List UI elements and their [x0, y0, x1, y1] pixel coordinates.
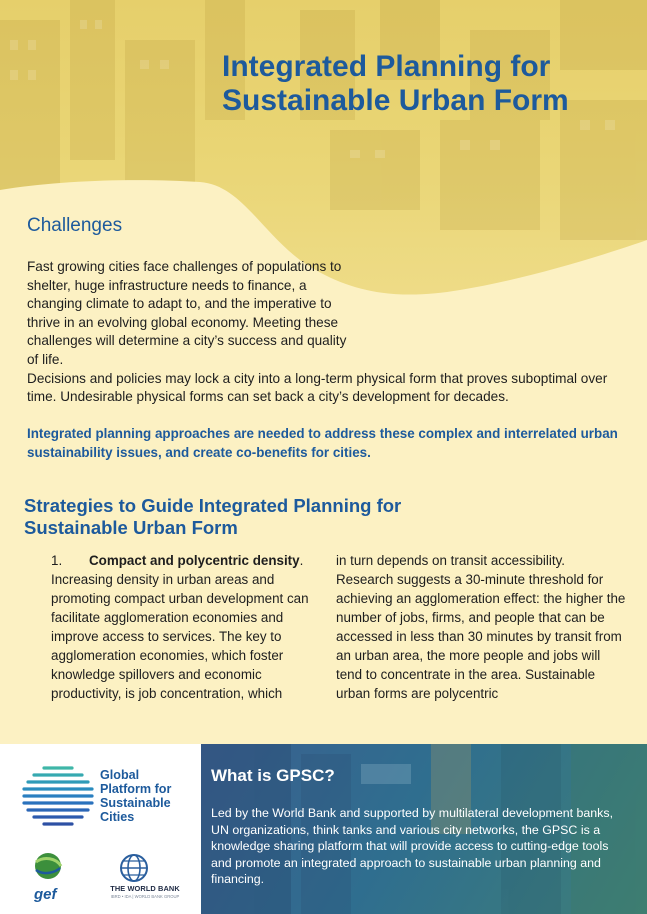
world-bank-globe-icon [118, 853, 150, 883]
strategies-column-left [51, 551, 316, 703]
strategy-item-text-right: in turn depends on transit accessibility. Research suggests a 30-minute threshold for achieving an agglomeration effect: the higher the number of jobs, firms, and people that can be accessed in less than 30 minutes by transit from an urban area, the more people and jobs will tend to concentrate in the area. Sustainable urban forms are polycentric [336, 553, 626, 701]
global-platform-name [100, 768, 196, 824]
global-platform-stripes-icon [22, 764, 94, 826]
world-bank-sublabel: IBRD • IDA | WORLD BANK GROUP [110, 894, 180, 899]
strategy-item-number: 1. [51, 553, 63, 568]
gp-name-line2: Platform for [100, 782, 172, 796]
footer-logos [0, 744, 201, 914]
challenges-heading: Challenges [27, 215, 123, 236]
gp-name-line3: Sustainable [100, 796, 171, 810]
world-bank-label: THE WORLD BANK [110, 884, 180, 893]
strategy-item-text-left: . Increasing density in urban areas and promoting compact urban development can facilitate agglomeration economies and improve access to services. The key to agglomeration economies, which foster knowledge spillovers and economic productivity, is job concentration, which [51, 553, 309, 701]
page-title [222, 50, 642, 118]
gp-name-line4: Cities [100, 810, 135, 824]
challenges-body [27, 258, 627, 407]
gef-globe-icon [30, 850, 66, 886]
strategy-item-heading: Compact and polycentric density [89, 553, 300, 568]
challenges-highlight: Integrated planning approaches are needed to address these complex and interrelated urban sustainability issues, and create co-benefits for cities. [27, 426, 618, 460]
gpsc-info-panel [201, 744, 647, 914]
challenges-paragraph-2: Decisions and policies may lock a city into a long-term physical form that proves suboptimal over time. Undesirable physical forms can set back a city’s development for decades. [27, 370, 608, 405]
strategies-heading: Strategies to Guide Integrated Planning for Sustainable Urban Form [24, 495, 402, 538]
gp-name-line1: Global [100, 768, 140, 782]
gpsc-description: Led by the World Bank and supported by multilateral development banks, UN organizations, think tanks and various city networks, the GPSC is a knowledge sharing platform that will provide access to cutting-edge tools and promote an integrated approach to sustainable urban planning and financing. [211, 806, 614, 887]
page-title-line2: Sustainable Urban Form [222, 84, 569, 117]
strategies-column-right [336, 551, 626, 703]
gpsc-heading: What is GPSC? [211, 766, 335, 785]
page-title-line1: Integrated Planning for [222, 50, 551, 83]
challenges-paragraph-1: Fast growing cities face challenges of populations to shelter, huge infrastructure needs to finance, a changing climate to adapt to, and the imperative to thrive in an evolving global economy. Meeting these challenges will determine a city’s success and quality of life. [27, 259, 347, 367]
gef-label: gef [34, 886, 57, 903]
